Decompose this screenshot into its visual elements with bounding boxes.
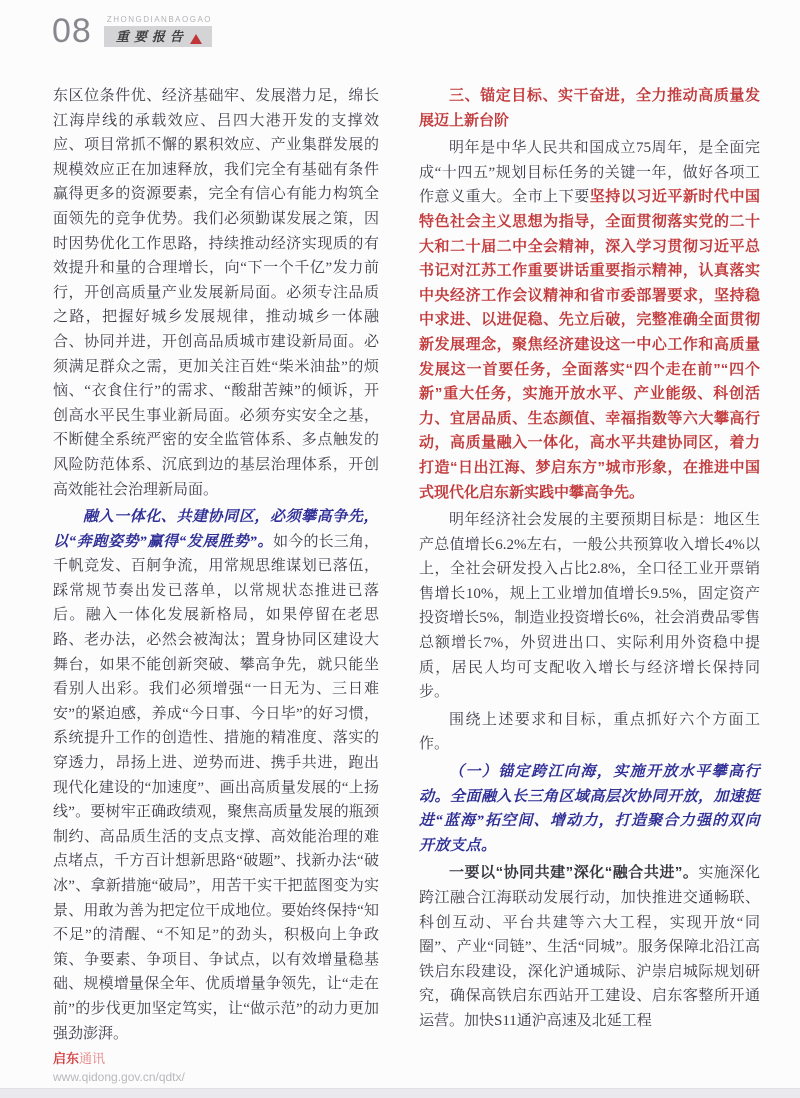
paragraph-task-one-opening bbox=[419, 760, 760, 858]
red-triangle-icon bbox=[190, 34, 202, 44]
article-body bbox=[53, 84, 760, 1049]
text-run-body: 东区位条件优、经济基础牢、发展潜力足，绵长江海岸线的承载效应、吕四大港开发的支撑效应、项目常抓不懈的累积效应、产业集群发展的规模效应正在加速释放，我们完全有基础有条件赢得更多的资源要素，完全有信心有能力构筑全面领先的竞争优势。我们必须勤谋发展之策，因时因势优化工作思路，持续推动经济实现质的有效提升和量的合理增长，向“下一个千亿”发力前行，开创高质量产业发展新局面。必须专注品质之路，把握好城乡发展规律，推动城乡一体融合、协同并进，开创高品质城市建设新局面。必须满足群众之需，更加关注百姓“柴米油盐”的烦恼、“衣食住行”的需求、“酸甜苦辣”的倾诉，开创高水平民生事业新局面。必须夯实安全之基，不断健全系统严密的安全监管体系、多点触发的风险防范体系、沉底到边的基层治理体系，开创高效能社会治理新局面。 bbox=[53, 88, 379, 498]
paragraph-integration bbox=[53, 505, 379, 1046]
section-block bbox=[104, 14, 212, 47]
text-run-kai-blue: 融入一体化、共建协同区，必须攀高争先，以“奔跑姿势”赢得“发展胜势”。 bbox=[53, 509, 379, 550]
section-label-box bbox=[104, 26, 212, 47]
text-run-body: 实施深化跨江融合江海联动发展行动，加快推进交通畅联、科创互动、平台共建等六大工程，实现开放“同圈”、产业“同链”、生活“同城”。服务保障北沿江高铁启东段建设，深化沪通城际、沪崇启城际规划研究，确保高铁启东西站开工建设、启东客整所开通运营。加快S11通沪高速及北延工程 bbox=[419, 865, 760, 1029]
footer-brand-bold: 启东 bbox=[53, 1051, 80, 1066]
footer-bottom-bar bbox=[0, 1088, 800, 1098]
section-label: 重要报告 bbox=[115, 29, 188, 44]
paragraph-coordination bbox=[419, 861, 760, 1033]
footer-brand-light: 通讯 bbox=[79, 1051, 106, 1066]
page-number: 08 bbox=[52, 12, 92, 50]
paragraph-economic-targets bbox=[419, 508, 760, 705]
footer-brand bbox=[53, 1051, 185, 1067]
text-run-body: 围绕上述要求和目标，重点抓好六个方面工作。 bbox=[419, 711, 760, 753]
page-header bbox=[52, 14, 212, 48]
right-column bbox=[419, 84, 760, 1049]
paragraph-guiding-principles bbox=[419, 136, 760, 505]
section-pinyin: ZHONGDIANBAOGAO bbox=[106, 15, 213, 24]
left-column bbox=[53, 84, 379, 1049]
text-run-red-bold: 三、锚定目标、实干奋进，全力推动高质量发展迈上新台阶 bbox=[419, 87, 760, 129]
text-run-body: 明年经济社会发展的主要预期目标是：地区生产总值增长6.2%左右，一般公共预算收入增长4%以上，全社会研发投入占比2.8%，全口径工业开票销售增长10%，规上工业增加值增长9.5%，固定资产投资增长5%，制造业投资增长6%，社会消费品零售总额增长7%，外贸进出口、实际利用外资稳中提质，居民人均可支配收入增长与经济增长保持同步。 bbox=[419, 512, 760, 701]
paragraph-region-advantages bbox=[53, 84, 379, 502]
text-run-kai-blue: （一）锚定跨江向海，实施开放水平攀高行动。全面融入长三角区域高层次协同开放，加速挺进“蓝海”拓空间、增动力，打造聚合力强的双向开放支点。 bbox=[419, 764, 761, 854]
text-run-hei-bold: 一要以“协同共建”深化“融合共进”。 bbox=[449, 864, 699, 882]
text-run-red-bold: 坚持以习近平新时代中国特色社会主义思想为指导，全面贯彻落实党的二十大和二十届二中全会精神，深入学习贯彻习近平总书记对江苏工作重要讲话重要指示精神，认真落实中央经济工作会议精神和省市委部署要求，坚持稳中求进、以进促稳、先立后破，完整准确全面贯彻新发展理念，聚焦经济建设这一中心工作和高质量发展这一首要任务，全面落实“四个走在前”“四个新”重大任务，实施开放水平、产业能级、科创活力、宜居品质、生态颜值、幸福指数等六大攀高行动，高质量融入一体化，高水平共建协同区，着力打造“日出江海、梦启东方”城市形象，在推进中国式现代化启东新实践中攀高争先。 bbox=[419, 188, 760, 501]
paragraph-six-tasks-intro bbox=[419, 708, 760, 757]
section-heading-three bbox=[419, 84, 760, 133]
text-run-body: 如今的长三角，千帆竞发、百舸争流，用常规思维谋划已落伍，踩常规节奏出发已落单，以常规状态推进已落后。融入一体化发展新格局，如果停留在老思路、老办法，必然会被淘汰；置身协同区建设大舞台，如果不能创新突破、攀高争先，就只能坐看别人出彩。我们必须增强“一日无为、三日难安”的紧迫感，养成“今日事、今日毕”的好习惯，系统提升工作的创造性、措施的精准度、落实的穿透力，昂扬上进、逆势而进、携手共进，跑出现代化建设的“加速度”、画出高质量发展的“上扬线”。要树牢正确政绩观，聚焦高质量发展的瓶颈制约、高品质生活的支点支撑、高效能治理的难点堵点，千方百计想新思路“破题”、找新办法“破冰”、拿新措施“破局”，用苦干实干把蓝图变为实景、用敢为善为把定位干成地位。要始终保持“知不足”的清醒、“不知足”的劲头，积极向上争政策、争要素、争项目、争试点，以有效增量稳基础、规模增量保全年、优质增量争领先，让“走在前”的步伐更加坚定笃实，让“做示范”的动力更加强劲澎湃。 bbox=[53, 533, 379, 1042]
text-run-body: 明年是中华人民共和国成立75周年，是全面完成“十四五”规划目标任务的关键一年，做好各项工作意义重大。全市上下要 bbox=[419, 140, 760, 206]
footer-url: www.qidong.gov.cn/qdtx/ bbox=[53, 1070, 185, 1084]
page-footer bbox=[53, 1051, 185, 1084]
